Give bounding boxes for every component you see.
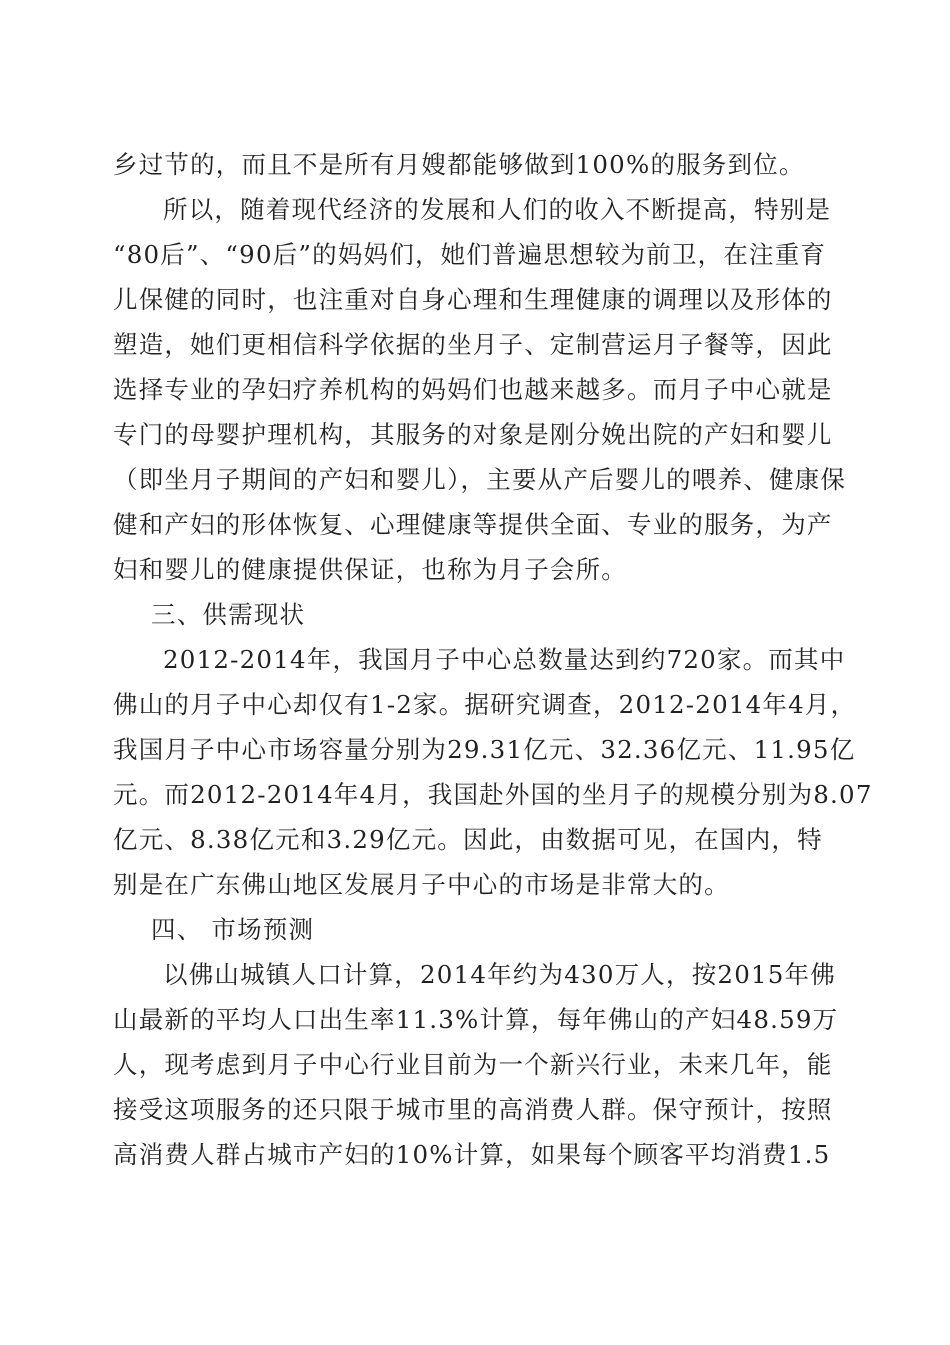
paragraph-start-line: 所以，随着现代经济的发展和人们的收入不断提高，特别是 [163,195,832,224]
text-line: 人，现考虑到月子中心行业目前为一个新兴行业，未来几年，能 [113,1050,833,1079]
text-line: 佛山的月子中心却仅有1-2家。据研究调查，2012-2014年4月， [113,690,857,719]
text-line: 选择专业的孕妇疗养机构的妈妈们也越来越多。而月子中心就是 [113,375,833,404]
text-line: 我国月子中心市场容量分别为29.31亿元、32.36亿元、11.95亿 [113,735,856,764]
body-text [113,142,873,1177]
text-line: 健和产妇的形体恢复、心理健康等提供全面、专业的服务，为产 [113,510,833,539]
paragraph-start-line: 2012-2014年，我国月子中心总数量达到约720家。而其中 [163,645,846,674]
paragraph-start-line: 以佛山城镇人口计算，2014年约为430万人，按2015年佛 [163,960,836,989]
text-line: 塑造，她们更相信科学依据的坐月子、定制营运月子餐等，因此 [113,330,833,359]
text-line: 儿保健的同时，也注重对自身心理和生理健康的调理以及形体的 [113,285,833,314]
text-line: 亿元、8.38亿元和3.29亿元。因此，由数据可见，在国内，特 [113,825,823,854]
text-line: 别是在广东佛山地区发展月子中心的市场是非常大的。 [113,870,730,899]
text-line: （即坐月子期间的产妇和婴儿），主要从产后婴儿的喂养、健康保 [113,465,847,494]
text-line: 元。而2012-2014年4月，我国赴外国的坐月子的规模分别为8.07 [113,780,873,809]
text-line: 接受这项服务的还只限于城市里的高消费人群。保守预计，按照 [113,1095,833,1124]
section-heading-market-forecast: 四、 市场预测 [151,915,315,944]
text-line: 专门的母婴护理机构，其服务的对象是刚分娩出院的产妇和婴儿 [113,420,833,449]
text-line: 山最新的平均人口出生率11.3%计算，每年佛山的产妇48.59万 [113,1005,839,1034]
text-line: 高消费人群占城市产妇的10%计算，如果每个顾客平均消费1.5 [113,1140,831,1169]
section-heading-supply-demand: 三、供需现状 [151,600,306,629]
text-line: “80后”、“90后”的妈妈们，她们普遍思想较为前卫，在注重育 [113,240,827,269]
text-line: 妇和婴儿的健康提供保证，也称为月子会所。 [113,555,627,584]
text-line: 乡过节的，而且不是所有月嫂都能够做到100%的服务到位。 [113,150,805,179]
